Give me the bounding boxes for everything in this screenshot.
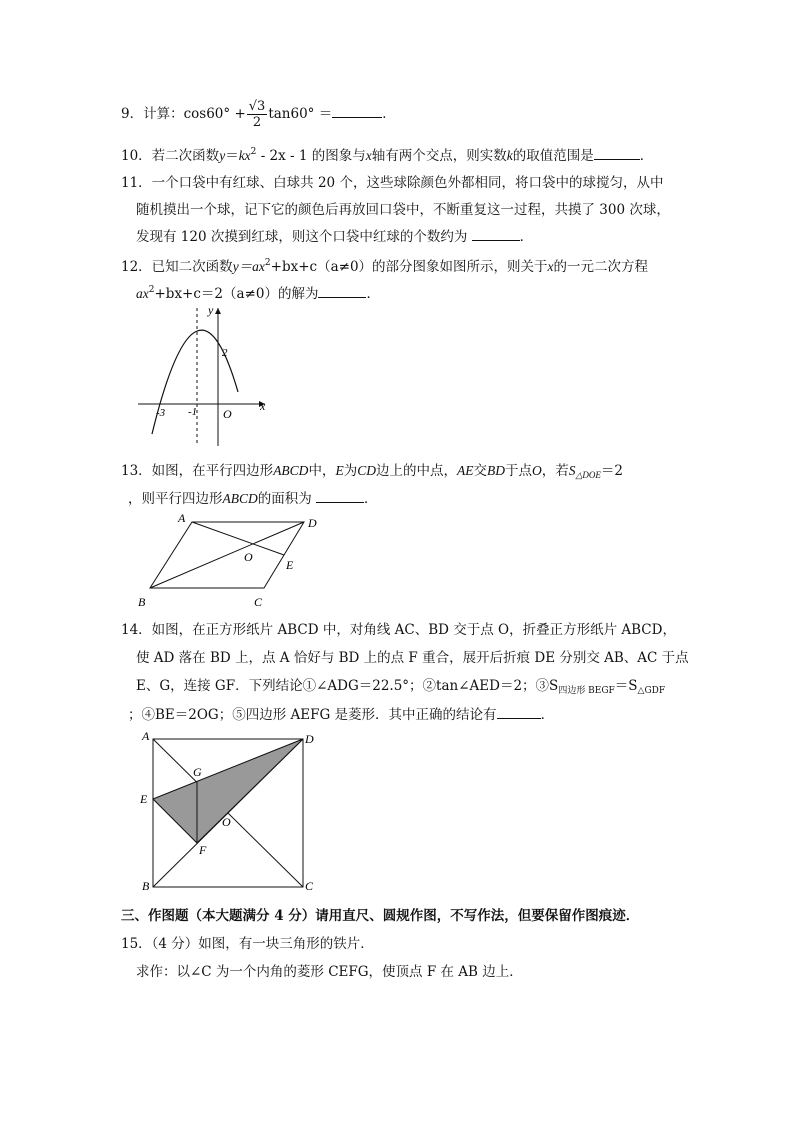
answer-blank[interactable] <box>497 706 541 719</box>
question-14-line4: ；④BE＝2OG；⑤四边形 AEFG 是菱形．其中正确的结论有 ． <box>128 707 555 723</box>
label-O: O <box>222 815 231 829</box>
label-D: D <box>305 732 314 746</box>
question-13-line1: 13．如图，在平行四边形ABCD中，E为CD边上的中点，AE交BD于点O，若$S_{\triangle DOE}=2$ <box>121 463 623 480</box>
y-axis-arrow-icon <box>215 308 221 314</box>
answer-blank[interactable] <box>332 105 382 118</box>
origin-label: O <box>223 407 232 421</box>
question-11-line1: 11．一个口袋中有红球、白球共 20 个，这些球除颜色外都相同，将口袋中的球搅匀，从中 <box>121 175 664 191</box>
x-label: x <box>260 399 266 413</box>
section-3-heading: 三、作图题（本大题满分 4 分）请用直尺、圆规作图，不写作法，但要保留作图痕迹． <box>121 908 640 924</box>
y-label: y <box>208 303 214 317</box>
question-11-line2: 随机摸出一个球，记下它的颜色后再放回口袋中，不断重复这一过程，共摸了 300 次球， <box>136 202 670 218</box>
answer-blank[interactable] <box>316 490 364 503</box>
question-11-line3: 发现有 120 次摸到红球，则这个口袋中红球的个数约为 ． <box>136 229 534 245</box>
label-F: F <box>199 843 207 857</box>
label-D: D <box>308 516 317 530</box>
label-B: B <box>142 879 150 893</box>
label-A: A <box>142 729 150 743</box>
answer-blank[interactable] <box>472 228 520 241</box>
question-15-line1: 15．（4 分）如图，有一块三角形的铁片． <box>121 936 374 952</box>
label-C: C <box>305 879 314 893</box>
question-10: 10．若二次函数$y=kx^2 - 2x - 1$ 的图象与x轴有两个交点，则实数k的取值范围是 ． <box>121 147 654 164</box>
q12-parabola-figure <box>130 300 280 450</box>
fraction-sqrt3-over-2: $\frac{√3}{2}$ <box>248 99 266 130</box>
tick-label-2: 2 <box>222 347 228 359</box>
q14-square-figure <box>136 728 326 894</box>
label-A: A <box>178 511 186 525</box>
answer-blank[interactable] <box>318 285 366 298</box>
question-14-line3: E、G，连接 GF．下列结论①∠ADG＝22.5°；②tan∠AED＝2；$③S_{四边形 BEGF}=S_{\triangle GDF}$ <box>136 678 666 696</box>
label-O: O <box>244 550 253 564</box>
question-12-line2: $ax^2+bx+c=2(a\ne 0)$的解为 ． <box>136 285 380 302</box>
label-E: E <box>140 792 148 806</box>
tick-label-minus3: -3 <box>156 407 166 419</box>
label-E: E <box>286 558 294 572</box>
question-12-line1: 12．已知二次函数$y=ax^2+bx+c(a\ne 0)$的部分图象如图所示，则关于x的一元二次方程 <box>121 258 649 275</box>
question-13-line2: ，则平行四边形ABCD的面积为 ． <box>128 491 378 507</box>
label-G: G <box>193 765 202 779</box>
label-C: C <box>254 595 263 609</box>
question-15-line2: 求作：以∠C 为一个内角的菱形 CEFG，使顶点 F 在 AB 边上． <box>136 964 523 980</box>
label-B: B <box>138 595 146 609</box>
q13-parallelogram-figure <box>132 510 332 612</box>
tick-label-minus1: -1 <box>188 406 198 418</box>
question-9: 9．计算：cos60° + $\frac{√3}{2}$ tan60° ＝ ． <box>121 99 396 130</box>
question-14-line2: 使 AD 落在 BD 上，点 A 恰好与 BD 上的点 F 重合，展开后折痕 DE 分别交 AB、AC 于点 <box>136 650 689 666</box>
diagonal-bd <box>150 522 304 588</box>
answer-blank[interactable] <box>594 147 640 160</box>
question-14-line1: 14．如图，在正方形纸片 ABCD 中，对角线 AC、BD 交于点 O，折叠正方形纸片 ABCD， <box>121 622 676 638</box>
